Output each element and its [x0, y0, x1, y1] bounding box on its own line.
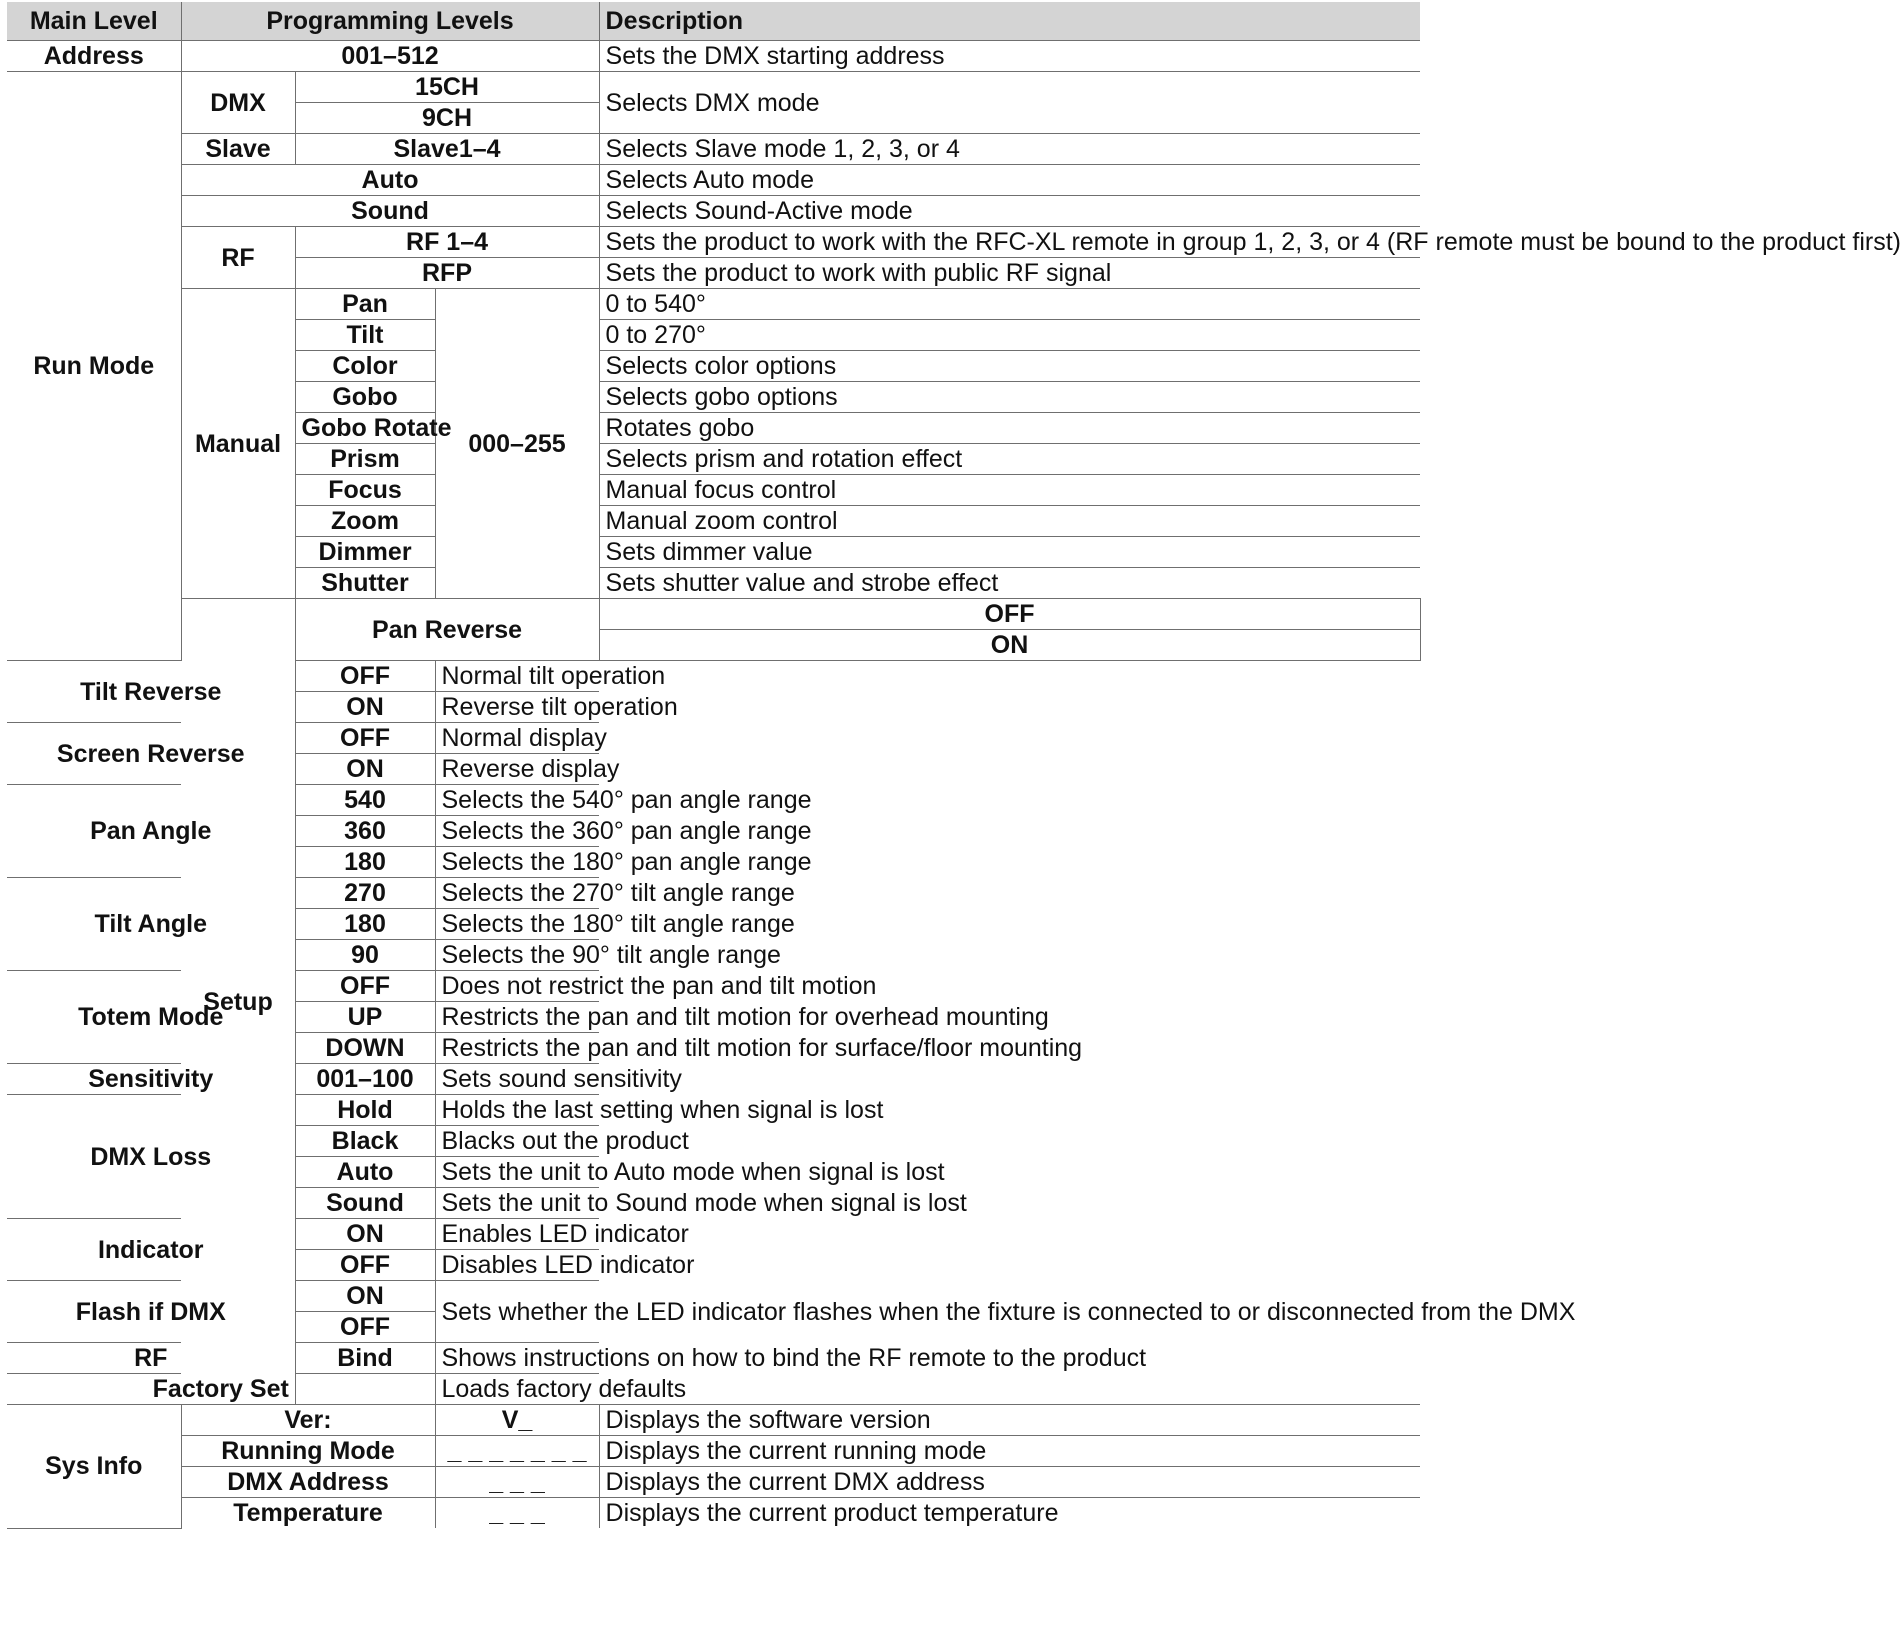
option-value: Black — [295, 1126, 435, 1157]
sys-info-description: Displays the software version — [599, 1405, 1420, 1436]
sys-info-item: Temperature — [181, 1498, 435, 1529]
pan-angle: Pan Angle — [7, 785, 295, 878]
slave-value: Slave1–4 — [295, 134, 599, 165]
option-value: UP — [295, 1002, 435, 1033]
run-mode-auto: Auto — [181, 165, 599, 196]
table-row — [7, 785, 1420, 816]
manual-item-description: Selects prism and rotation effect — [599, 444, 1420, 475]
manual-item-description: Manual focus control — [599, 475, 1420, 506]
manual-item: Focus — [295, 475, 435, 506]
option-description: Selects the 540° pan angle range — [435, 785, 599, 816]
manual-item: Zoom — [295, 506, 435, 537]
sys-info-item: Ver: — [181, 1405, 435, 1436]
setup-rf: RF — [7, 1343, 295, 1374]
totem-mode: Totem Mode — [7, 971, 295, 1064]
rf-group-description: Sets the product to work with the RFC-XL remote in group 1, 2, 3, or 4 (RF remote must be bound to the product first) — [599, 227, 1420, 258]
sys-info-item: DMX Address — [181, 1467, 435, 1498]
dmx-description: Selects DMX mode — [599, 72, 1420, 134]
manual-item: Gobo Rotate — [295, 413, 435, 444]
manual-item-description: Sets shutter value and strobe effect — [599, 568, 1420, 599]
option-value: Hold — [295, 1095, 435, 1126]
option-value: OFF — [295, 723, 435, 754]
manual-range: 000–255 — [435, 289, 599, 599]
sys-info-item: Running Mode — [181, 1436, 435, 1467]
sys-info-description: Displays the current running mode — [599, 1436, 1420, 1467]
manual-item-description: Selects color options — [599, 351, 1420, 382]
sys-info-value: _ _ _ — [435, 1467, 599, 1498]
manual-item-description: Sets dimmer value — [599, 537, 1420, 568]
manual-item-description: 0 to 540° — [599, 289, 1420, 320]
run-mode-sound: Sound — [181, 196, 599, 227]
dmx-loss: DMX Loss — [7, 1095, 295, 1219]
sound-description: Selects Sound-Active mode — [599, 196, 1420, 227]
indicator: Indicator — [7, 1219, 295, 1281]
header-programming-levels: Programming Levels — [181, 2, 599, 41]
pan-reverse: Pan Reverse — [295, 599, 599, 661]
sys-info-value: _ _ _ _ _ _ _ — [435, 1436, 599, 1467]
menu-map-table — [7, 2, 1901, 1529]
option-description: Selects the 90° tilt angle range — [435, 940, 599, 971]
option-description: Shows instructions on how to bind the RF remote to the product — [435, 1343, 599, 1374]
table-row — [7, 1374, 1420, 1405]
option-value: ON — [295, 754, 435, 785]
option-value: ON — [295, 1219, 435, 1250]
dmx-option-15ch: 15CH — [295, 72, 599, 103]
option-value: ON — [295, 692, 435, 723]
auto-description: Selects Auto mode — [599, 165, 1420, 196]
table-row — [7, 72, 1420, 103]
address-range: 001–512 — [181, 41, 599, 72]
option-description: Sets the unit to Sound mode when signal is lost — [435, 1188, 599, 1219]
option-value: Sound — [295, 1188, 435, 1219]
option-description: Sets whether the LED indicator flashes when the fixture is connected to or disconnected from the DMX — [435, 1281, 599, 1343]
run-mode-manual: Manual — [181, 289, 295, 599]
manual-item: Color — [295, 351, 435, 382]
table-row — [7, 134, 1420, 165]
rf-public: RFP — [295, 258, 599, 289]
table-row — [7, 1498, 1420, 1529]
run-mode-dmx: DMX — [181, 72, 295, 134]
option-description: Selects the 180° pan angle range — [435, 847, 599, 878]
table-row — [7, 227, 1420, 258]
table-row — [7, 661, 1420, 692]
table-row — [7, 165, 1420, 196]
option-description: Restricts the pan and tilt motion for overhead mounting — [435, 1002, 599, 1033]
manual-item: Shutter — [295, 568, 435, 599]
table-row — [7, 1343, 1420, 1374]
manual-item: Gobo — [295, 382, 435, 413]
sensitivity: Sensitivity — [7, 1064, 295, 1095]
option-value: 540 — [295, 785, 435, 816]
table-row — [7, 1405, 1420, 1436]
option-description: Enables LED indicator — [435, 1219, 599, 1250]
option-description: Selects the 360° pan angle range — [435, 816, 599, 847]
tilt-reverse: Tilt Reverse — [7, 661, 295, 723]
option-description: Disables LED indicator — [435, 1250, 599, 1281]
flash-if-dmx: Flash if DMX — [7, 1281, 295, 1343]
table-row — [7, 599, 1420, 630]
sys-info-description: Displays the current product temperature — [599, 1498, 1420, 1529]
table-row — [7, 41, 1420, 72]
main-level-address: Address — [7, 41, 181, 72]
run-mode-slave: Slave — [181, 134, 295, 165]
manual-item-description: Manual zoom control — [599, 506, 1420, 537]
option-description: Holds the last setting when signal is lost — [435, 1095, 599, 1126]
option-description: Loads factory defaults — [435, 1374, 599, 1405]
table-row — [7, 1095, 1420, 1126]
option-value: 270 — [295, 878, 435, 909]
option-description: Sets the unit to Auto mode when signal is lost — [435, 1157, 599, 1188]
run-mode-rf: RF — [181, 227, 295, 289]
main-level-run-mode: Run Mode — [7, 72, 181, 661]
manual-item-description: Selects gobo options — [599, 382, 1420, 413]
option-value: OFF — [295, 1312, 435, 1343]
header-row — [7, 2, 1420, 41]
sys-info-value: _ _ _ — [435, 1498, 599, 1529]
header-main-level: Main Level — [7, 2, 181, 41]
main-level-sys-info: Sys Info — [7, 1405, 181, 1529]
option-value: 001–100 — [295, 1064, 435, 1095]
option-value: 90 — [295, 940, 435, 971]
option-description: Restricts the pan and tilt motion for surface/floor mounting — [435, 1033, 599, 1064]
rf-group: RF 1–4 — [295, 227, 599, 258]
table-row — [7, 289, 1420, 320]
option-description: Selects the 180° tilt angle range — [435, 909, 599, 940]
table-row — [7, 723, 1420, 754]
table-row — [7, 1281, 1420, 1312]
option-description: Does not restrict the pan and tilt motion — [435, 971, 599, 1002]
option-value: OFF — [295, 661, 435, 692]
dmx-option-9ch: 9CH — [295, 103, 599, 134]
rf-public-description: Sets the product to work with public RF signal — [599, 258, 1420, 289]
main-level-setup: Setup — [181, 599, 295, 1405]
option-description: Blacks out the product — [435, 1126, 599, 1157]
manual-item: Prism — [295, 444, 435, 475]
option-value: 360 — [295, 816, 435, 847]
option-value: Auto — [295, 1157, 435, 1188]
option-value: OFF — [599, 599, 1420, 630]
option-description: Reverse display — [435, 754, 599, 785]
option-value: ON — [295, 1281, 435, 1312]
option-description: Normal tilt operation — [435, 661, 599, 692]
option-description: Sets sound sensitivity — [435, 1064, 599, 1095]
sys-info-description: Displays the current DMX address — [599, 1467, 1420, 1498]
sys-info-value: V_ — [435, 1405, 599, 1436]
option-description: Reverse tilt operation — [435, 692, 599, 723]
option-description: Normal display — [435, 723, 599, 754]
option-value: Bind — [295, 1343, 435, 1374]
manual-item: Pan — [295, 289, 435, 320]
manual-item: Tilt — [295, 320, 435, 351]
manual-item-description: 0 to 270° — [599, 320, 1420, 351]
option-description: Selects the 270° tilt angle range — [435, 878, 599, 909]
address-description: Sets the DMX starting address — [599, 41, 1420, 72]
manual-item-description: Rotates gobo — [599, 413, 1420, 444]
option-value: OFF — [295, 971, 435, 1002]
option-value: DOWN — [295, 1033, 435, 1064]
factory-set: Factory Set — [7, 1374, 435, 1405]
option-value: 180 — [295, 847, 435, 878]
option-value: ON — [599, 630, 1420, 661]
table-row — [7, 1219, 1420, 1250]
table-row — [7, 1436, 1420, 1467]
option-value: 180 — [295, 909, 435, 940]
table-row — [7, 1467, 1420, 1498]
option-value: OFF — [295, 1250, 435, 1281]
header-description: Description — [599, 2, 1420, 41]
table-row — [7, 1064, 1420, 1095]
screen-reverse: Screen Reverse — [7, 723, 295, 785]
slave-description: Selects Slave mode 1, 2, 3, or 4 — [599, 134, 1420, 165]
table-row — [7, 878, 1420, 909]
table-row — [7, 196, 1420, 227]
tilt-angle: Tilt Angle — [7, 878, 295, 971]
manual-item: Dimmer — [295, 537, 435, 568]
